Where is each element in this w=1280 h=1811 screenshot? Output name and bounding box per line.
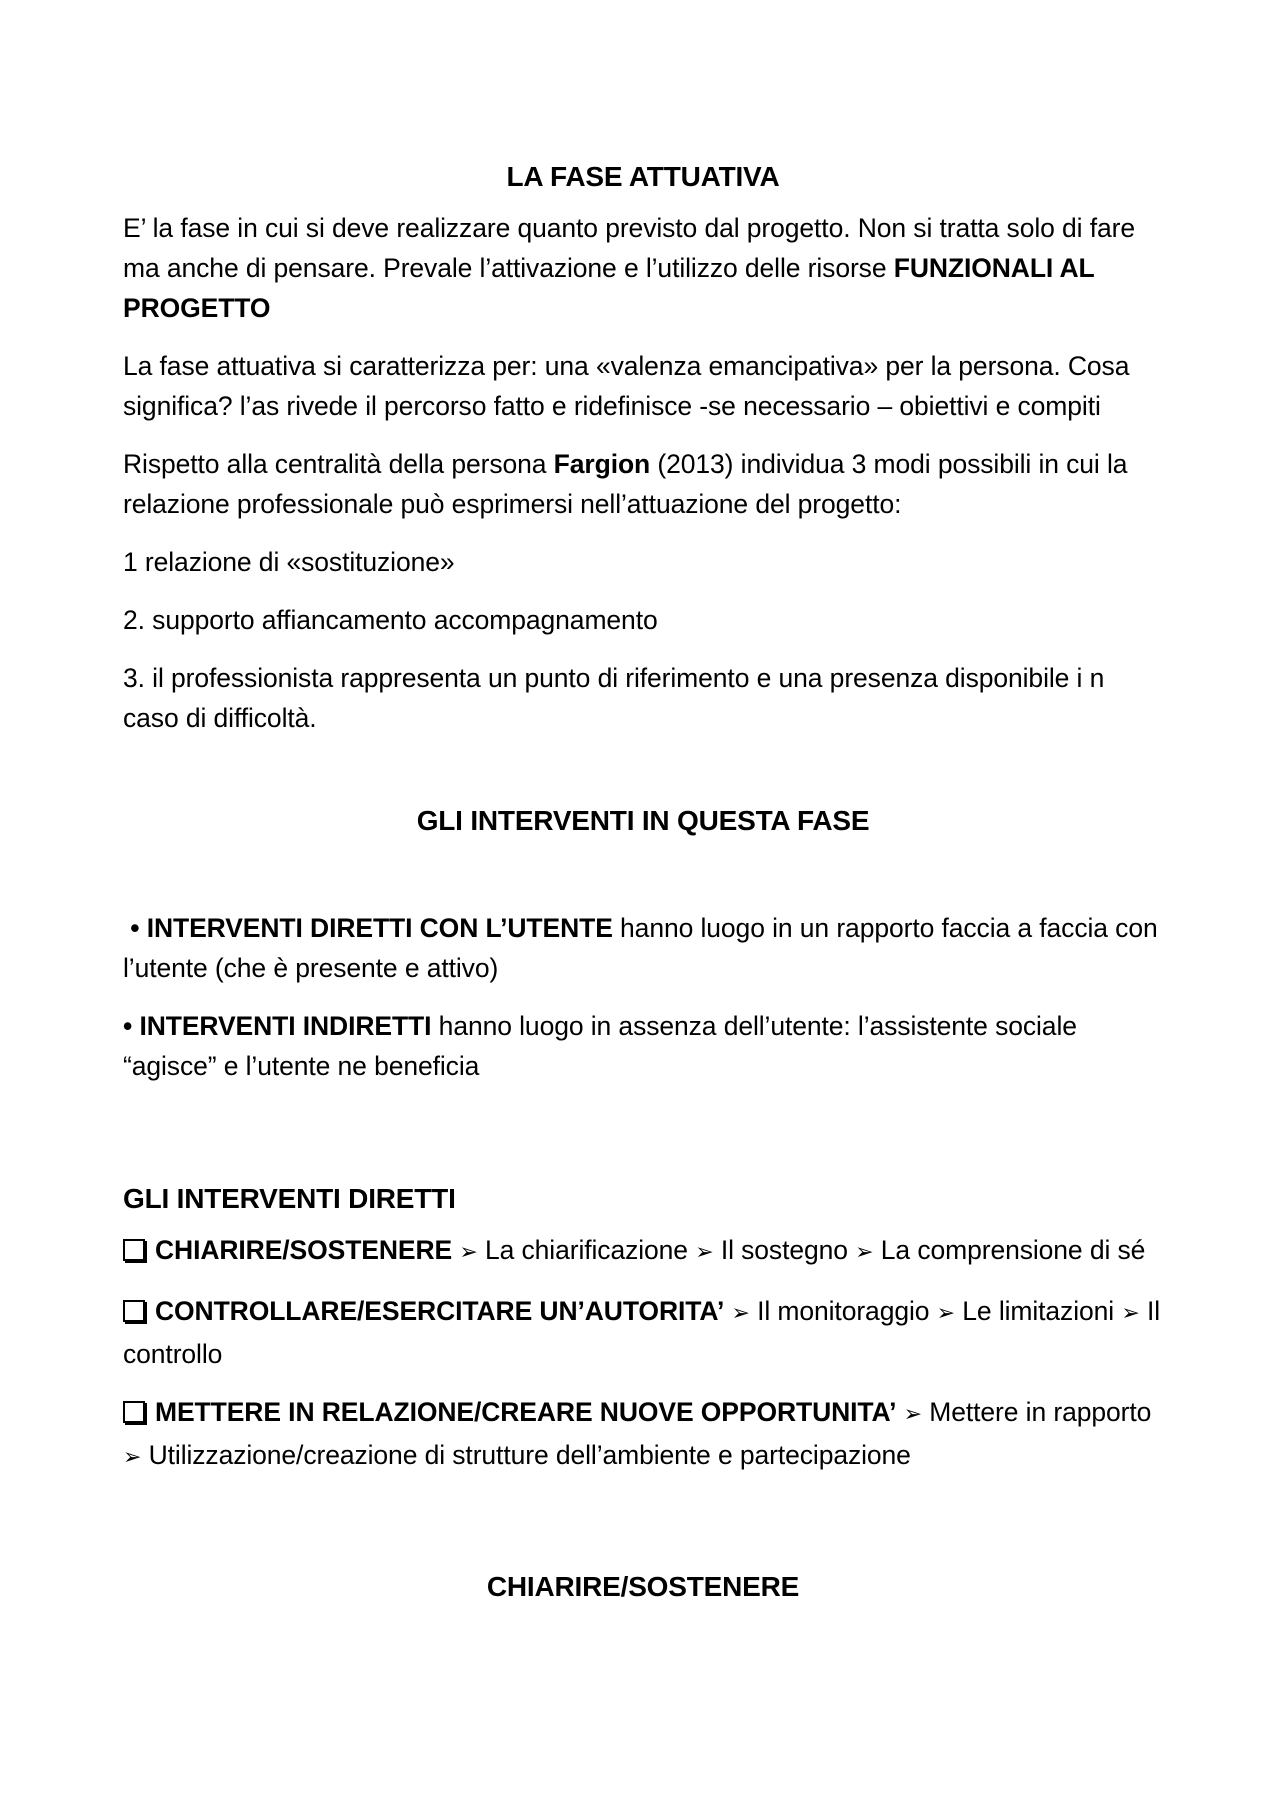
arrowhead-icon: ➢ bbox=[695, 1240, 714, 1265]
heading-chiarire-sostenere: CHIARIRE/SOSTENERE bbox=[486, 1571, 800, 1602]
heading-interventi-diretti: GLI INTERVENTI DIRETTI bbox=[123, 1183, 456, 1214]
checklist-item-chiarire: CHIARIRE/SOSTENERE ➢ La chiarificazione ➢ Il sostegno ➢ La comprensione di sé bbox=[123, 1230, 1163, 1273]
paragraph-definizione: E’ la fase in cui si deve realizzare quanto previsto dal progetto. Non si tratta solo di fare ma anche di pensare. Prevale l’attivazione e l’utilizzo delle risorse FUNZIONALI AL PROGETTO bbox=[123, 213, 1135, 323]
arrowhead-icon: ➢ bbox=[855, 1240, 874, 1265]
list-item-2: 2. supporto affiancamento accompagnamento bbox=[123, 605, 658, 635]
checkbox-square-icon bbox=[123, 1239, 145, 1261]
arrowhead-icon: ➢ bbox=[731, 1301, 750, 1326]
heading-fase-attuativa: LA FASE ATTUATIVA bbox=[506, 161, 780, 192]
paragraph-fargion: Rispetto alla centralità della persona Fargion (2013) individua 3 modi possibili in cui la relazione professionale può esprimersi nell’attuazione del progetto: bbox=[123, 449, 1128, 519]
arrowhead-icon: ➢ bbox=[936, 1301, 956, 1326]
checkbox-square-icon bbox=[123, 1300, 145, 1322]
heading-interventi-fase: GLI INTERVENTI IN QUESTA FASE bbox=[416, 805, 870, 836]
arrowhead-icon: ➢ bbox=[123, 1445, 142, 1470]
bullet-interventi-diretti: • INTERVENTI DIRETTI CON L’UTENTE hanno luogo in un rapporto faccia a faccia con l’utente (che è presente e attivo) bbox=[123, 913, 1158, 983]
paragraph-valenza-emancipativa: La fase attuativa si caratterizza per: una «valenza emancipativa» per la persona. Cosa significa? l’as rivede il percorso fatto e ridefinisce -se necessario – obiettivi e compiti bbox=[123, 351, 1130, 421]
document-content bbox=[123, 152, 1163, 1612]
bullet-interventi-indiretti: • INTERVENTI INDIRETTI hanno luogo in assenza dell’utente: l’assistente sociale “agisce” e l’utente ne beneficia bbox=[123, 1011, 1077, 1081]
arrowhead-icon: ➢ bbox=[1121, 1301, 1140, 1326]
checklist-item-mettere-in-relazione: METTERE IN RELAZIONE/CREARE NUOVE OPPORTUNITA’ ➢ Mettere in rapporto ➢ Utilizzazione/creazione di strutture dell’ambiente e partecipazione bbox=[123, 1397, 1152, 1470]
arrowhead-icon: ➢ bbox=[459, 1240, 478, 1265]
checkbox-square-icon bbox=[123, 1401, 145, 1423]
list-item-3: 3. il professionista rappresenta un punto di riferimento e una presenza disponibile i n caso di difficoltà. bbox=[123, 663, 1105, 733]
arrowhead-icon: ➢ bbox=[903, 1402, 922, 1427]
list-item-1: 1 relazione di «sostituzione» bbox=[123, 547, 455, 577]
checklist-item-controllare: CONTROLLARE/ESERCITARE UN’AUTORITA’ ➢ Il monitoraggio ➢ Le limitazioni ➢ Il controllo bbox=[123, 1296, 1160, 1369]
